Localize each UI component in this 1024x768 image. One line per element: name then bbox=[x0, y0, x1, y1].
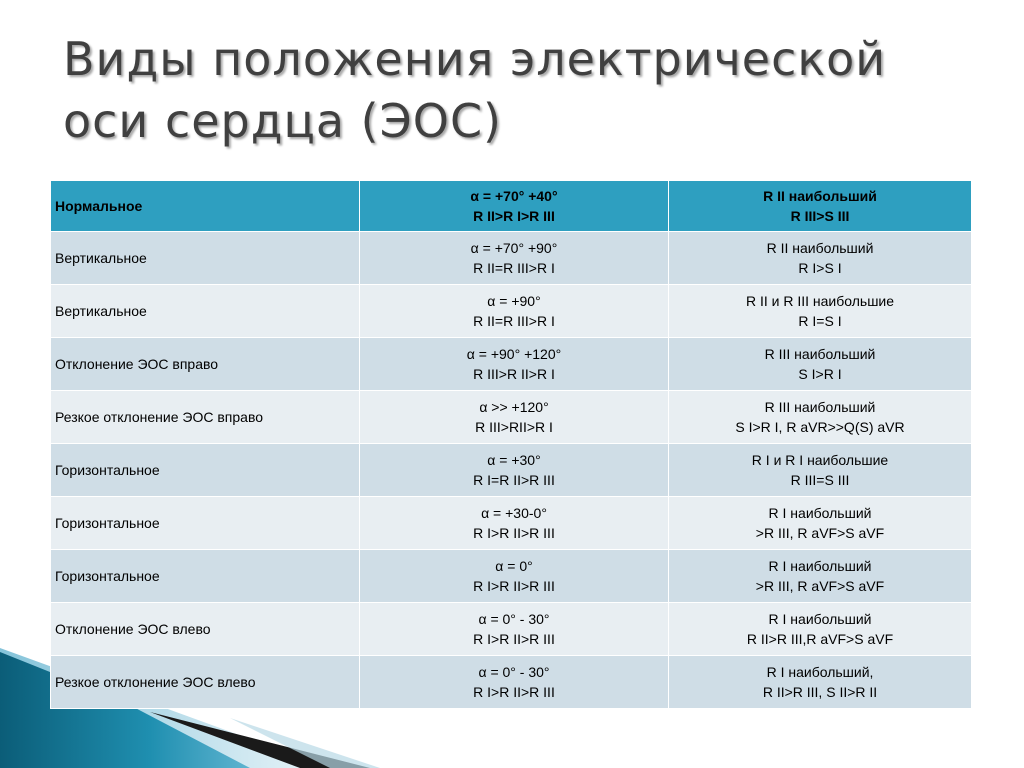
angle-line: R I>R II>R III bbox=[473, 578, 555, 594]
angle-line: R I>R II>R III bbox=[473, 525, 555, 541]
criteria-line: R III=S III bbox=[790, 472, 850, 488]
angle-line: α >> +120° bbox=[479, 399, 549, 415]
angle-line: α = +90° bbox=[487, 293, 541, 309]
criteria-cell bbox=[669, 391, 972, 444]
criteria-line: R I наибольший bbox=[768, 611, 872, 627]
axis-position-cell: Нормальное bbox=[51, 181, 360, 232]
criteria-cell bbox=[669, 285, 972, 338]
table-row bbox=[51, 444, 972, 497]
criteria-line: R III>S III bbox=[790, 208, 850, 224]
page-title bbox=[63, 28, 963, 152]
criteria-cell bbox=[669, 338, 972, 391]
criteria-line: R I=S I bbox=[798, 313, 842, 329]
criteria-line: R II и R III наибольшие bbox=[745, 293, 895, 309]
angle-line: α = 0° bbox=[495, 558, 533, 574]
criteria-line: >R III, R aVF>S aVF bbox=[755, 578, 885, 594]
angle-line: R I>R II>R III bbox=[473, 684, 555, 700]
table-header-row bbox=[51, 181, 972, 232]
table-row bbox=[51, 603, 972, 656]
criteria-line: R I наибольший bbox=[768, 558, 872, 574]
axis-position-cell: Резкое отклонение ЭОС влево bbox=[51, 656, 360, 709]
angle-cell bbox=[360, 285, 669, 338]
criteria-line: S I>R I, R aVR>>Q(S) aVR bbox=[735, 419, 905, 435]
angle-cell bbox=[360, 550, 669, 603]
axis-position-cell: Отклонение ЭОС вправо bbox=[51, 338, 360, 391]
angle-cell bbox=[360, 497, 669, 550]
axis-position-cell: Вертикальное bbox=[51, 285, 360, 338]
criteria-cell bbox=[669, 550, 972, 603]
criteria-line: R III наибольший bbox=[764, 346, 876, 362]
angle-line: α = +30-0° bbox=[481, 505, 547, 521]
criteria-line: R II наибольший bbox=[766, 240, 874, 256]
criteria-cell bbox=[669, 497, 972, 550]
table-row bbox=[51, 285, 972, 338]
axis-position-cell: Отклонение ЭОС влево bbox=[51, 603, 360, 656]
angle-cell bbox=[360, 391, 669, 444]
angle-cell bbox=[360, 444, 669, 497]
angle-line: α = +30° bbox=[487, 452, 541, 468]
table-row bbox=[51, 656, 972, 709]
table-row bbox=[51, 497, 972, 550]
angle-line: R I=R II>R III bbox=[473, 472, 555, 488]
criteria-cell bbox=[669, 232, 972, 285]
criteria-line: R I>S I bbox=[798, 260, 842, 276]
angle-line: α = +70° +90° bbox=[470, 240, 558, 256]
title-line-2: оси сердца (ЭОС) bbox=[63, 94, 503, 148]
criteria-line: S I>R I bbox=[798, 366, 842, 382]
criteria-line: R I наибольший, bbox=[766, 664, 874, 680]
angle-line: R II>R I>R III bbox=[473, 208, 555, 224]
criteria-line: R III наибольший bbox=[764, 399, 876, 415]
angle-line: α = +70° +40° bbox=[470, 188, 558, 204]
angle-cell bbox=[360, 603, 669, 656]
angle-line: α = 0° - 30° bbox=[478, 611, 550, 627]
angle-line: R III>RII>R I bbox=[475, 419, 553, 435]
title-line-1: Виды положения электрической bbox=[63, 32, 887, 86]
angle-line: α = +90° +120° bbox=[466, 346, 562, 362]
table-row bbox=[51, 232, 972, 285]
angle-cell bbox=[360, 232, 669, 285]
axis-position-cell: Резкое отклонение ЭОС вправо bbox=[51, 391, 360, 444]
criteria-line: R I наибольший bbox=[768, 505, 872, 521]
table-row bbox=[51, 550, 972, 603]
table-row bbox=[51, 391, 972, 444]
angle-line: R I>R II>R III bbox=[473, 631, 555, 647]
criteria-line: R II>R III,R aVF>S aVF bbox=[746, 631, 894, 647]
criteria-line: >R III, R aVF>S aVF bbox=[755, 525, 885, 541]
angle-line: R III>R II>R I bbox=[473, 366, 555, 382]
criteria-line: R II>R III, S II>R II bbox=[762, 684, 878, 700]
axis-position-cell: Вертикальное bbox=[51, 232, 360, 285]
criteria-line: R I и R I наибольшие bbox=[751, 452, 889, 468]
table-row bbox=[51, 338, 972, 391]
axis-position-cell: Горизонтальное bbox=[51, 497, 360, 550]
axis-position-cell: Горизонтальное bbox=[51, 444, 360, 497]
angle-line: α = 0° - 30° bbox=[478, 664, 550, 680]
criteria-cell bbox=[669, 603, 972, 656]
criteria-line: R II наибольший bbox=[763, 188, 877, 204]
axis-position-cell: Горизонтальное bbox=[51, 550, 360, 603]
axis-table bbox=[50, 180, 972, 712]
angle-cell bbox=[360, 338, 669, 391]
criteria-cell bbox=[669, 656, 972, 709]
criteria-cell bbox=[669, 444, 972, 497]
angle-cell bbox=[360, 181, 669, 232]
angle-cell bbox=[360, 656, 669, 709]
angle-line: R II=R III>R I bbox=[473, 313, 555, 329]
criteria-cell bbox=[669, 181, 972, 232]
angle-line: R II=R III>R I bbox=[473, 260, 555, 276]
